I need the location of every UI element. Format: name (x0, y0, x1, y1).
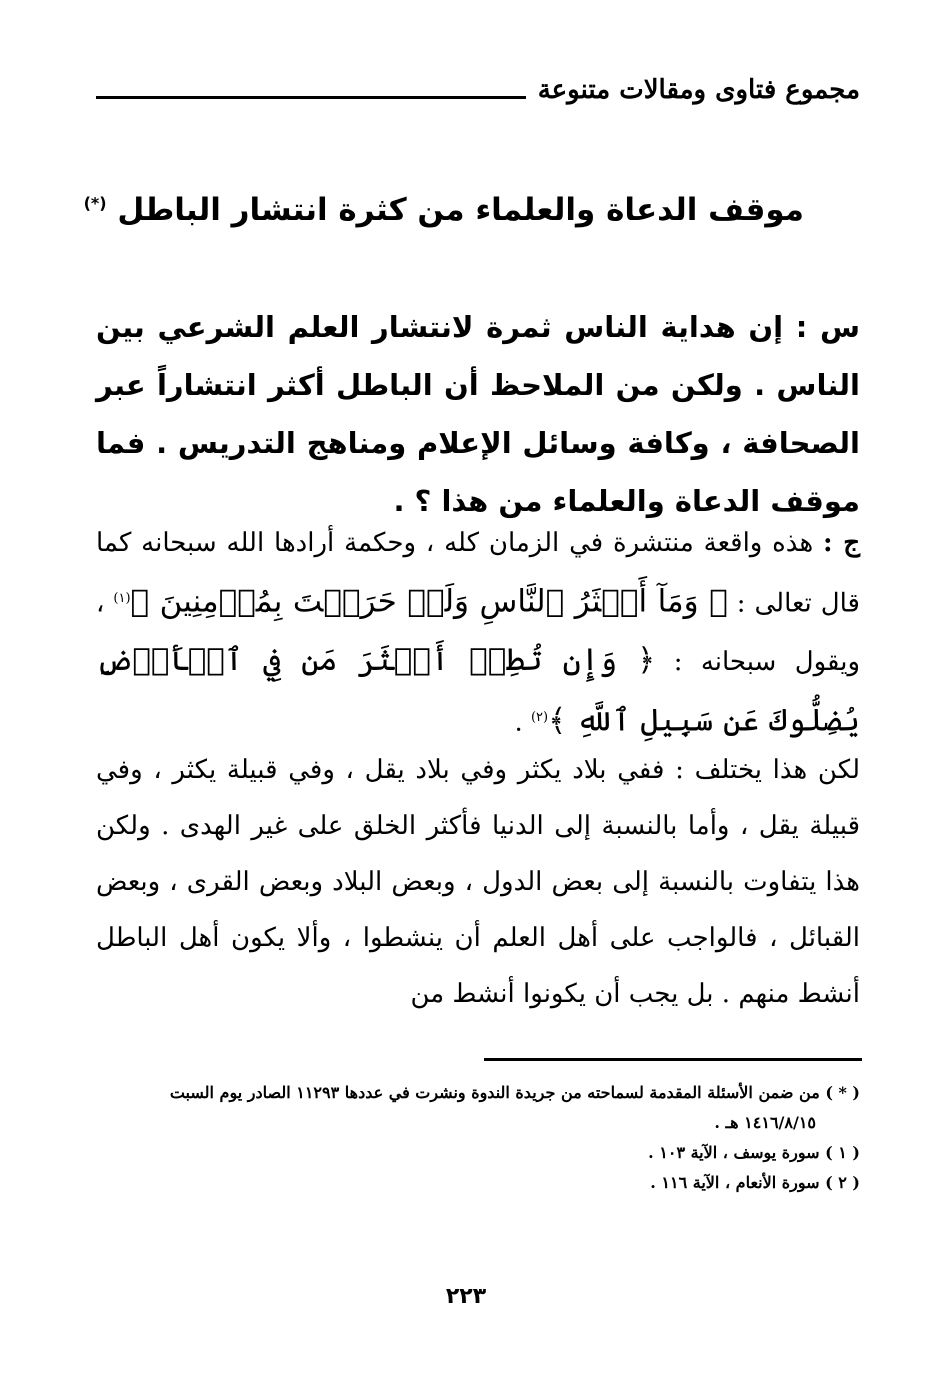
question-text: إن هداية الناس ثمرة لانتشار العلم الشرعي بين الناس . ولكن من الملاحظ أن الباطل أكثر انتشاراً عبر الصحافة ، وكافة وسائل الإعلام ومناهج التدريس . فما موقف الدعاة والعلماء من هذا ؟ . (96, 310, 860, 518)
article-title-footnote-marker: (*) (83, 193, 107, 213)
answer-intro: هذه واقعة منتشرة في الزمان كله ، وحكمة أرادها الله سبحانه كما قال تعالى : (96, 528, 860, 619)
answer-paragraph (96, 515, 860, 750)
answer-label: ج : (823, 528, 861, 558)
running-header (96, 70, 860, 110)
page-number: ٢٢٣ (445, 1284, 487, 1309)
footnote-ref-1: (١) (113, 591, 131, 606)
answer-middle: ، ويقول سبحانه : (96, 588, 860, 677)
running-header-title: مجموع فتاوى ومقالات متنوعة (537, 75, 860, 105)
continuation-paragraph (96, 742, 860, 1022)
article-title-text: موقف الدعاة والعلماء من كثرة انتشار الباطل (117, 192, 804, 228)
footnote-star-date: ١٤١٦/٨/١٥ هـ . (714, 1113, 816, 1132)
footnote-ref-2: (٢) (530, 709, 549, 725)
header-rule (96, 96, 526, 99)
continuation-text: لكن هذا يختلف : ففي بلاد يكثر وفي بلاد يقل ، وفي قبيلة يكثر ، وفي قبيلة يقل ، وأما بالنسبة إلى الدنيا فأكثر الخلق على غير الهدى . ولكن هذا يتفاوت بالنسبة إلى بعض الدول ، وبعض البلاد وبعض القرى ، وبعض القبائل ، فالواجب على أهل العلم أن ينشطوا ، وألا يكون أهل الباطل أنشط منهم . بل يجب أن يكونوا أنشط من (96, 755, 860, 1009)
footnote-rule (484, 1058, 862, 1061)
answer-end: . (514, 707, 523, 738)
footnote-1: ( ١ ) سورة يوسف ، الآية ١٠٣ . (648, 1143, 860, 1162)
question-paragraph (96, 298, 860, 530)
footnote-2: ( ٢ ) سورة الأنعام ، الآية ١١٦ . (650, 1173, 860, 1192)
quran-verse-1: ﴿ وَمَآ أَكۡثَرُ ٱلنَّاسِ وَلَوۡ حَرَصۡتَ بِمُؤۡمِنِينَ ﴾ (130, 583, 728, 620)
quran-verse-2: ﴿ وَإِن تُطِعۡ أَكۡثَرَ مَن فِي ٱلۡأَرۡضِ يُضِلُّوكَ عَن سَبِيلِ ٱللَّهِ ﴾ (96, 641, 860, 739)
footnotes (96, 1078, 860, 1198)
article-title (83, 192, 804, 228)
footnote-star: ( * ) من ضمن الأسئلة المقدمة لسماحته من جريدة الندوة ونشرت في عددها ١١٢٩٣ الصادر يوم السبت (169, 1083, 860, 1102)
question-label: س : (795, 310, 860, 344)
